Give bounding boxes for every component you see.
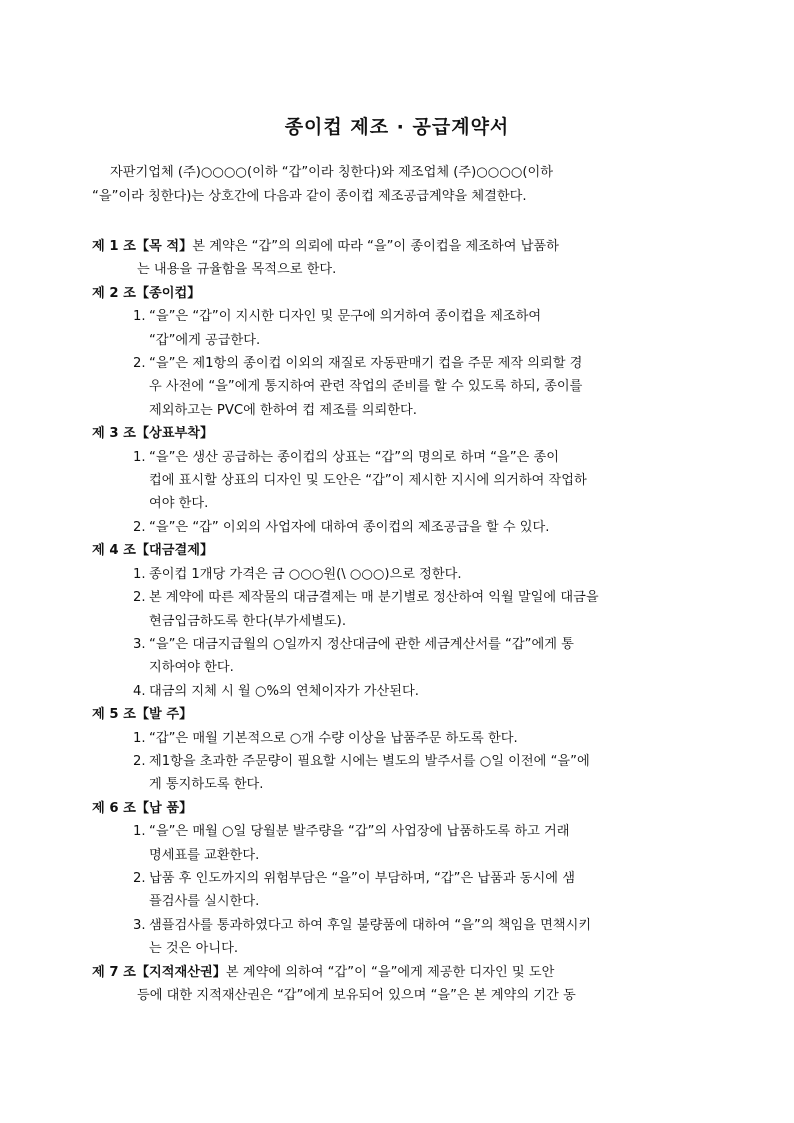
clause-line: 제1항을 초과한 주문량이 필요할 시에는 별도의 발주서를 ○일 이전에 “을”에 <box>149 753 590 769</box>
clause-number: 2. <box>133 519 146 535</box>
clause-item <box>92 867 700 914</box>
clause-line: 우 사전에 “을”에게 통지하여 관련 작업의 준비를 할 수 있도록 하되, 종이를 <box>149 379 583 395</box>
clause-number: 4. <box>133 683 146 699</box>
clause-line: “을”은 “갑” 이외의 사업자에 대하여 종이컵의 제조공급을 할 수 있다. <box>149 519 550 535</box>
clause-line: 는 것은 아니다. <box>149 941 239 957</box>
article-text: 본 계약은 “갑”의 의뢰에 따라 “을”이 종이컵을 제조하여 납품하 <box>192 239 559 254</box>
clause-line: 납품 후 인도까지의 위험부담은 “을”이 부담하며, “갑”은 납품과 동시에 샘 <box>149 870 575 886</box>
clause-line: 제외하고는 PVC에 한하여 컵 제조를 의뢰한다. <box>149 402 417 418</box>
clause-number: 2. <box>133 356 146 372</box>
clause-item <box>92 586 700 633</box>
clause-number: 2. <box>133 590 146 606</box>
clause-line: 여야 한다. <box>149 496 209 512</box>
article-5 <box>92 703 700 797</box>
clause-number: 3. <box>133 636 146 652</box>
clause-line: 컵에 표시할 상표의 디자인 및 도안은 “갑”이 제시한 지시에 의거하여 작업하 <box>149 473 587 489</box>
clause-line: 명세표를 교환한다. <box>149 847 260 863</box>
clause-item <box>92 820 700 867</box>
article-heading: 제 6 조【납 품】 <box>92 800 193 816</box>
article-continuation: 는 내용을 규율함을 목적으로 한다. <box>137 262 337 278</box>
intro-line: 자판기업체 (주)○○○○(이하 “갑”이라 칭한다)와 제조업체 (주)○○○○(이하 <box>110 165 553 180</box>
clause-number: 1. <box>133 730 146 746</box>
article-7 <box>92 961 700 1008</box>
articles <box>92 235 700 1007</box>
intro-line: “을”이라 칭한다)는 상호간에 다음과 같이 종이컵 제조공급계약을 체결한다. <box>92 188 527 204</box>
clause-number: 1. <box>133 566 146 582</box>
clause-line: 샘플검사를 통과하였다고 하여 후일 불량품에 대하여 “을”의 책임을 면책시키 <box>149 917 592 933</box>
article-1 <box>92 235 700 282</box>
clause-line: 게 통지하도록 한다. <box>149 777 264 793</box>
article-6 <box>92 797 700 961</box>
clause-item <box>92 680 700 703</box>
clause-line: 지하여야 한다. <box>149 660 234 676</box>
clause-line: 현금입금하도록 한다(부가세별도). <box>149 613 347 629</box>
clause-item <box>92 446 700 516</box>
article-first-line <box>92 235 700 258</box>
clause-number: 1. <box>133 449 146 465</box>
clause-number: 3. <box>133 917 146 933</box>
article-heading: 제 3 조【상표부착】 <box>92 426 214 442</box>
clause-number: 1. <box>133 824 146 840</box>
article-heading: 제 2 조【종이컵】 <box>92 285 201 301</box>
clause-item <box>92 516 700 539</box>
clause-number: 1. <box>133 309 146 325</box>
article-2 <box>92 282 700 422</box>
clause-number: 2. <box>133 753 146 769</box>
clause-line: 종이컵 1개당 가격은 금 ○○○원(\ ○○○)으로 정한다. <box>149 566 462 582</box>
clause-item <box>92 633 700 680</box>
clause-line: “갑”에게 공급한다. <box>149 332 261 348</box>
clause-line: “을”은 제1항의 종이컵 이외의 재질로 자동판매기 컵을 주문 제작 의뢰할 경 <box>149 356 583 372</box>
clause-line: “을”은 “갑”이 지시한 디자인 및 문구에 의거하여 종이컵을 제조하여 <box>149 309 542 325</box>
clause-item <box>92 305 700 352</box>
clause-line: “을”은 생산 공급하는 종이컵의 상표는 “갑”의 명의로 하며 “을”은 종이 <box>149 449 559 465</box>
article-heading: 제 4 조【대금결제】 <box>92 543 214 559</box>
clause-item <box>92 727 700 750</box>
clause-item <box>92 563 700 586</box>
document-title: 종이컵 제조 · 공급계약서 <box>284 116 510 138</box>
article-heading: 제 5 조【발 주】 <box>92 707 193 723</box>
clause-line: “갑”은 매월 기본적으로 ○개 수량 이상을 납품주문 하도록 한다. <box>149 730 518 746</box>
article-text: 본 계약에 의하여 “갑”이 “을”에게 제공한 디자인 및 도안 <box>225 964 555 980</box>
clause-number: 2. <box>133 870 146 886</box>
clause-line: 대금의 지체 시 월 ○%의 연체이자가 가산된다. <box>149 683 419 699</box>
article-4 <box>92 539 700 703</box>
article-3 <box>92 422 700 539</box>
article-first-line <box>92 961 700 984</box>
clause-line: 본 계약에 따른 제작물의 대금결제는 매 분기별로 정산하여 익월 말일에 대금을 <box>149 590 599 606</box>
article-continuation: 등에 대한 지적재산권은 “갑”에게 보유되어 있으며 “을”은 본 계약의 기간 동 <box>137 988 576 1003</box>
clause-line: “을”은 매월 ○일 당월분 발주량을 “갑”의 사업장에 납품하도록 하고 거래 <box>149 824 570 840</box>
clause-item <box>92 352 700 422</box>
intro-paragraph <box>92 161 700 208</box>
article-heading: 제 7 조【지적재산권】 <box>92 964 226 980</box>
clause-item <box>92 914 700 961</box>
clause-line: “을”은 대금지급월의 ○일까지 정산대금에 관한 세금계산서를 “갑”에게 통 <box>149 636 574 652</box>
article-heading: 제 1 조【목 적】 <box>92 239 193 254</box>
clause-item <box>92 750 700 797</box>
clause-line: 플검사를 실시한다. <box>149 894 260 910</box>
